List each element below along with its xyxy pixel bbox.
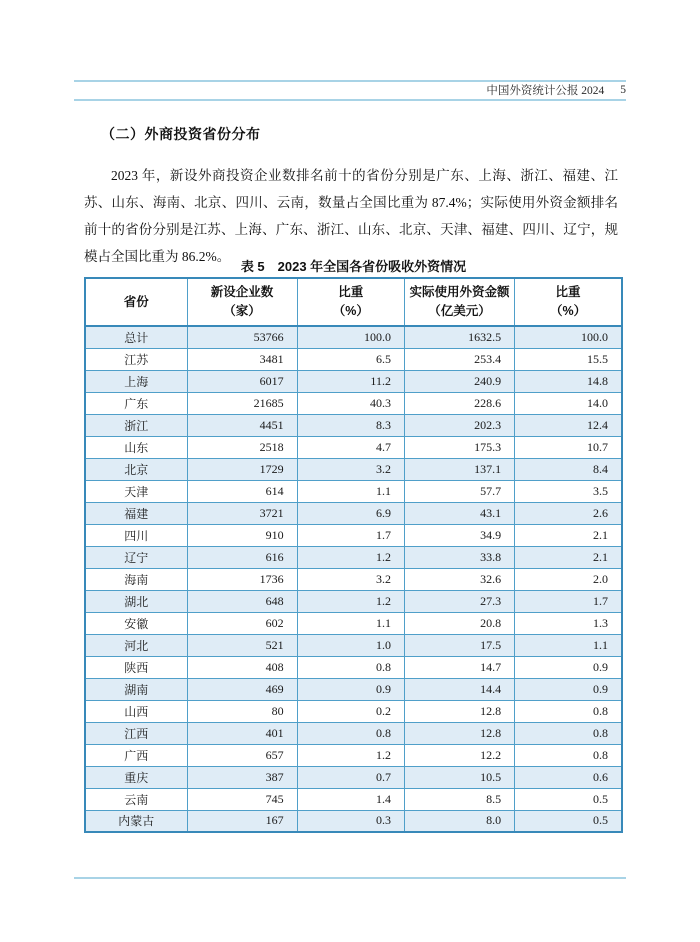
value-cell: 40.3 xyxy=(297,392,404,414)
value-cell: 14.0 xyxy=(515,392,622,414)
value-cell: 0.9 xyxy=(515,656,622,678)
value-cell: 0.2 xyxy=(297,700,404,722)
column-header-label: 实际使用外资金额 xyxy=(409,285,510,299)
value-cell: 2.1 xyxy=(515,546,622,568)
province-cell: 海南 xyxy=(85,568,187,590)
value-cell: 2518 xyxy=(187,436,297,458)
value-cell: 8.0 xyxy=(404,810,514,832)
value-cell: 15.5 xyxy=(515,348,622,370)
value-cell: 137.1 xyxy=(404,458,514,480)
value-cell: 27.3 xyxy=(404,590,514,612)
province-cell: 广东 xyxy=(85,392,187,414)
value-cell: 12.2 xyxy=(404,744,514,766)
value-cell: 3.2 xyxy=(297,458,404,480)
value-cell: 1.2 xyxy=(297,590,404,612)
column-header-unit: （%） xyxy=(549,304,587,318)
table-row xyxy=(85,788,622,810)
value-cell: 0.5 xyxy=(515,788,622,810)
value-cell: 602 xyxy=(187,612,297,634)
table-row xyxy=(85,568,622,590)
value-cell: 521 xyxy=(187,634,297,656)
value-cell: 0.8 xyxy=(297,656,404,678)
province-cell: 总计 xyxy=(85,326,187,348)
value-cell: 1729 xyxy=(187,458,297,480)
value-cell: 0.6 xyxy=(515,766,622,788)
value-cell: 0.7 xyxy=(297,766,404,788)
value-cell: 175.3 xyxy=(404,436,514,458)
table-row xyxy=(85,414,622,436)
value-cell: 3481 xyxy=(187,348,297,370)
value-cell: 1.1 xyxy=(297,612,404,634)
table-row xyxy=(85,458,622,480)
value-cell: 57.7 xyxy=(404,480,514,502)
value-cell: 80 xyxy=(187,700,297,722)
value-cell: 32.6 xyxy=(404,568,514,590)
value-cell: 167 xyxy=(187,810,297,832)
province-cell: 福建 xyxy=(85,502,187,524)
table-row xyxy=(85,348,622,370)
column-header-new-enterprises xyxy=(187,278,297,326)
province-cell: 浙江 xyxy=(85,414,187,436)
table-body xyxy=(85,326,622,832)
table-row xyxy=(85,524,622,546)
value-cell: 657 xyxy=(187,744,297,766)
value-cell: 53766 xyxy=(187,326,297,348)
value-cell: 1.3 xyxy=(515,612,622,634)
province-cell: 陕西 xyxy=(85,656,187,678)
province-cell: 河北 xyxy=(85,634,187,656)
value-cell: 1.4 xyxy=(297,788,404,810)
value-cell: 1632.5 xyxy=(404,326,514,348)
value-cell: 21685 xyxy=(187,392,297,414)
value-cell: 4.7 xyxy=(297,436,404,458)
value-cell: 0.9 xyxy=(515,678,622,700)
table-row xyxy=(85,722,622,744)
value-cell: 2.0 xyxy=(515,568,622,590)
page-number: 5 xyxy=(620,84,626,96)
table-row xyxy=(85,700,622,722)
table-row xyxy=(85,546,622,568)
running-head-title: 中国外资统计公报 2024 xyxy=(486,85,605,97)
value-cell: 1.1 xyxy=(297,480,404,502)
value-cell: 0.8 xyxy=(515,744,622,766)
value-cell: 614 xyxy=(187,480,297,502)
value-cell: 1736 xyxy=(187,568,297,590)
province-cell: 四川 xyxy=(85,524,187,546)
value-cell: 17.5 xyxy=(404,634,514,656)
table-row xyxy=(85,744,622,766)
value-cell: 0.5 xyxy=(515,810,622,832)
table-row xyxy=(85,590,622,612)
table-row xyxy=(85,612,622,634)
province-cell: 天津 xyxy=(85,480,187,502)
value-cell: 3.5 xyxy=(515,480,622,502)
value-cell: 469 xyxy=(187,678,297,700)
table-row xyxy=(85,810,622,832)
column-header-share-1 xyxy=(297,278,404,326)
value-cell: 4451 xyxy=(187,414,297,436)
header-rule-bottom xyxy=(74,99,626,101)
province-cell: 北京 xyxy=(85,458,187,480)
table-header-row xyxy=(85,278,622,326)
province-cell: 江西 xyxy=(85,722,187,744)
value-cell: 3721 xyxy=(187,502,297,524)
table-row xyxy=(85,656,622,678)
province-cell: 云南 xyxy=(85,788,187,810)
table-row xyxy=(85,766,622,788)
value-cell: 8.5 xyxy=(404,788,514,810)
value-cell: 2.1 xyxy=(515,524,622,546)
value-cell: 228.6 xyxy=(404,392,514,414)
value-cell: 1.0 xyxy=(297,634,404,656)
value-cell: 100.0 xyxy=(297,326,404,348)
table-row xyxy=(85,634,622,656)
province-cell: 上海 xyxy=(85,370,187,392)
value-cell: 387 xyxy=(187,766,297,788)
value-cell: 6017 xyxy=(187,370,297,392)
value-cell: 1.7 xyxy=(515,590,622,612)
body-paragraph: 2023 年，新设外商投资企业数排名前十的省份分别是广东、上海、浙江、福建、江苏、山东、海南、北京、四川、云南，数量占全国比重为 87.4%；实际使用外资金额排名前十的省份分别是江苏、上海、广东、浙江、山东、北京、天津、福建、四川、辽宁，规模占全国比重为 86.2%。 xyxy=(84,168,618,264)
value-cell: 0.3 xyxy=(297,810,404,832)
value-cell: 3.2 xyxy=(297,568,404,590)
value-cell: 408 xyxy=(187,656,297,678)
value-cell: 8.3 xyxy=(297,414,404,436)
province-cell: 湖北 xyxy=(85,590,187,612)
footer-rule xyxy=(74,877,626,879)
table-row xyxy=(85,392,622,414)
column-header-label: 比重 xyxy=(555,285,581,299)
value-cell: 20.8 xyxy=(404,612,514,634)
value-cell: 2.6 xyxy=(515,502,622,524)
column-header-label: 省份 xyxy=(123,294,149,309)
column-header-unit: （亿美元） xyxy=(428,304,491,318)
value-cell: 12.8 xyxy=(404,722,514,744)
value-cell: 910 xyxy=(187,524,297,546)
value-cell: 10.7 xyxy=(515,436,622,458)
running-head xyxy=(74,81,626,99)
value-cell: 100.0 xyxy=(515,326,622,348)
column-header-fdi-amount xyxy=(404,278,514,326)
value-cell: 648 xyxy=(187,590,297,612)
value-cell: 401 xyxy=(187,722,297,744)
value-cell: 0.8 xyxy=(515,722,622,744)
value-cell: 14.4 xyxy=(404,678,514,700)
table-row xyxy=(85,370,622,392)
column-header-share-2 xyxy=(515,278,622,326)
value-cell: 0.8 xyxy=(297,722,404,744)
column-header-province xyxy=(85,278,187,326)
table-row xyxy=(85,678,622,700)
table-row xyxy=(85,480,622,502)
section-heading: （二）外商投资省份分布 xyxy=(101,126,261,142)
table-row xyxy=(85,326,622,348)
value-cell: 616 xyxy=(187,546,297,568)
value-cell: 12.8 xyxy=(404,700,514,722)
column-header-unit: （%） xyxy=(332,304,369,318)
table-row xyxy=(85,436,622,458)
province-fdi-table xyxy=(84,277,623,833)
province-cell: 重庆 xyxy=(85,766,187,788)
value-cell: 8.4 xyxy=(515,458,622,480)
value-cell: 0.9 xyxy=(297,678,404,700)
province-cell: 山东 xyxy=(85,436,187,458)
value-cell: 253.4 xyxy=(404,348,514,370)
province-cell: 辽宁 xyxy=(85,546,187,568)
province-cell: 江苏 xyxy=(85,348,187,370)
value-cell: 745 xyxy=(187,788,297,810)
value-cell: 1.7 xyxy=(297,524,404,546)
value-cell: 34.9 xyxy=(404,524,514,546)
province-cell: 山西 xyxy=(85,700,187,722)
value-cell: 1.1 xyxy=(515,634,622,656)
province-cell: 安徽 xyxy=(85,612,187,634)
value-cell: 12.4 xyxy=(515,414,622,436)
table-title: 表 5 2023 年全国各省份吸收外资情况 xyxy=(240,259,467,274)
value-cell: 33.8 xyxy=(404,546,514,568)
value-cell: 202.3 xyxy=(404,414,514,436)
value-cell: 10.5 xyxy=(404,766,514,788)
province-cell: 内蒙古 xyxy=(85,810,187,832)
column-header-label: 新设企业数 xyxy=(210,285,274,299)
value-cell: 1.2 xyxy=(297,744,404,766)
value-cell: 0.8 xyxy=(515,700,622,722)
table-row xyxy=(85,502,622,524)
table-header xyxy=(85,278,622,326)
value-cell: 11.2 xyxy=(297,370,404,392)
value-cell: 43.1 xyxy=(404,502,514,524)
column-header-unit: （家） xyxy=(223,304,261,318)
column-header-label: 比重 xyxy=(338,285,364,299)
value-cell: 14.8 xyxy=(515,370,622,392)
province-cell: 湖南 xyxy=(85,678,187,700)
value-cell: 6.5 xyxy=(297,348,404,370)
value-cell: 6.9 xyxy=(297,502,404,524)
value-cell: 1.2 xyxy=(297,546,404,568)
value-cell: 240.9 xyxy=(404,370,514,392)
value-cell: 14.7 xyxy=(404,656,514,678)
province-cell: 广西 xyxy=(85,744,187,766)
